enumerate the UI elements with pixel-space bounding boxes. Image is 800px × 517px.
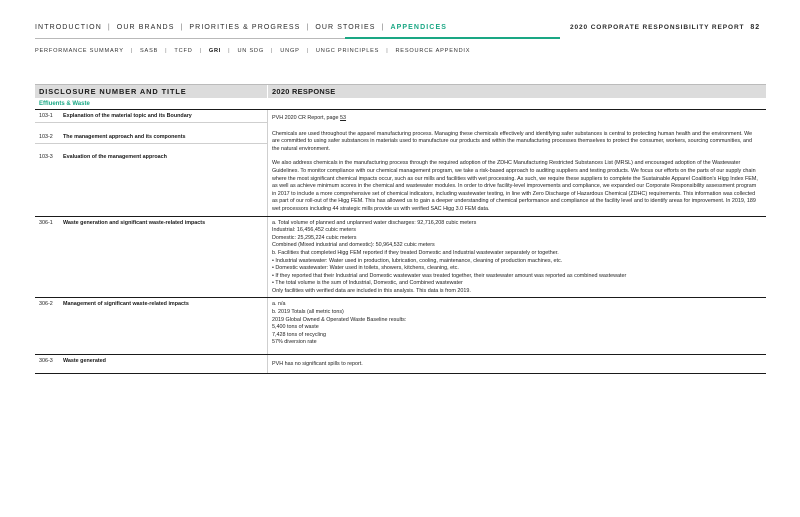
- disclosure-103-3: 103-3 Evaluation of the management approach: [39, 154, 167, 160]
- subnav-performance-summary[interactable]: PERFORMANCE SUMMARY: [35, 48, 124, 54]
- subnav-un-sdg[interactable]: UN SDG: [237, 48, 264, 54]
- response-306-2: a. n/a b. 2019 Totals (all metric tons) 2019 Global Owned & Operated Waste Baseline results: 5,400 tons of waste 7,428 tons of recycling 57% diversion rate: [272, 301, 407, 346]
- gri-disclosure-table: [35, 84, 766, 374]
- subnav-resource-appendix[interactable]: RESOURCE APPENDIX: [395, 48, 471, 54]
- response-paragraph-2: We also address chemicals in the manufacturing process through the required adoption of the ZDHC Manufacturing Restricted Substances List (MRSL) and encouraged adoption of the Wastewater Guidelines. To monitor compliance with our chemical management program, we take a risk-based approach to auditing suppliers and testing products. We focus our efforts on the parts of our supply chain where the most significant chemical impacts occur, such as our mills and facilities with wet processing. As such, we require these suppliers to complete the Sustainable Apparel Coalition's Higg Index FEM, as well as achieve minimum scores in the chemical and wastewater modules. In order to drive facility-level improvements and compliance, we expanded our Corporate Responsibility assessment program in 2017 to include a more comprehensive set of chemical indicators, including wastewater testing, in line with Zero Discharge of Hazardous Chemical (ZDHC) requirements. This information was collected as part of our roll-out of the Higg FEM. This has allowed us to gain a deeper understanding of chemical performance and compliance at the facility level and to identify areas for improvement. In 2019, 189 wet processors including 44 strategic mills provide us with verified SAC Higg 3.0 FEM data.: [272, 160, 758, 212]
- response-management-approach: PVH 2020 CR Report, page 53 Chemicals are used throughout the apparel manufacturing process. Managing these chemicals effectively and identifying safer substances is central to protecting human health and the environment. We are committed to using safer substances in materials used to manufacture our products and within the manufacturing processes themselves to protect the consumer, workers, sourcing communities, and the natural environment. We also address chemicals in the manufacturing process through the required adoption of the ZDHC Manufacturing Restricted Substances List (MRSL) and encouraged adoption of the Wastewater Guidelines. To monitor compliance with our chemical management program, we take a risk-based approach to auditing suppliers and testing products. We focus our efforts on the parts of our supply chain where the most significant chemical impacts occur, such as our mills and facilities with wet processing. As such, we require these suppliers to complete the Sustainable Apparel Coalition's Higg Index FEM, as well as achieve minimum scores in the chemical and wastewater modules. In order to drive facility-level improvements and compliance, we expanded our Corporate Responsibility assessment program in 2017 to include a more comprehensive set of chemical indicators, including wastewater testing, in line with Zero Discharge of Hazardous Chemical (ZDHC) requirements. This information was collected as part of our roll-out of the Higg FEM. This has allowed us to gain a deeper understanding of chemical performance and compliance at the facility level and to identify areas for improvement. In 2019, 189 wet processors including 44 strategic mills provide us with verified SAC Higg 3.0 FEM data.: [268, 110, 766, 216]
- subnav-gri[interactable]: GRI: [208, 48, 222, 54]
- nav-priorities-progress[interactable]: PRIORITIES & PROGRESS: [189, 24, 301, 31]
- nav-active-indicator: [345, 37, 560, 39]
- page-number: 82: [750, 24, 760, 31]
- subnav-ungp[interactable]: UNGP: [280, 48, 300, 54]
- disclosure-306-1: 306-1 Waste generation and significant waste-related impacts: [35, 217, 268, 298]
- table-row: [35, 110, 766, 217]
- nav-our-stories[interactable]: OUR STORIES: [315, 24, 376, 31]
- top-navigation: INTRODUCTION | OUR BRANDS | PRIORITIES & PROGRESS | OUR STORIES | APPENDICES: [35, 24, 447, 31]
- nav-introduction[interactable]: INTRODUCTION: [35, 24, 102, 31]
- table-row: [35, 298, 766, 355]
- response-paragraph-1: Chemicals are used throughout the apparel manufacturing process. Managing these chemicals effectively and identifying safer substances is central to protecting human health and the environment. We are committed to using safer substances in materials used to manufacture our products and within the manufacturing processes themselves to protect the consumer, workers, sourcing communities, and the natural environment.: [272, 130, 753, 152]
- response-306-1: a. Total volume of planned and unplanned water discharges: 92,716,208 cubic meters Industrial: 16,456,452 cubic meters Domestic: 25,295,224 cubic meters Combined (Mixed industrial and domestic): 50,964,532 cubic meters b. Facilities that completed Higg FEM reported if they treated Domestic and Industrial wastewater separately or together. • Industrial wastewater: Water used in production, lubrication, cooling, maintenance, cleaning of production machines, etc. • Domestic wastewater: Water used in toilets, showers, kitchens, cleaning, etc. • If they reported that their Industrial and Domestic wastewater was treated together, their wastewater amount was reported as combined wastewater • The total volume is the sum of Industrial, Domestic, and Combined wastewater Only facilities with verified data are included in this analysis. This data is from 2019.: [272, 219, 627, 294]
- disclosure-306-2: 306-2 Management of significant waste-related impacts: [35, 298, 268, 354]
- report-header: [570, 24, 760, 31]
- disclosure-306-3: 306-3 Waste generated: [35, 355, 268, 373]
- column-header-response: 2020 RESPONSE: [272, 87, 336, 96]
- report-title: 2020 CORPORATE RESPONSIBILITY REPORT: [569, 24, 745, 31]
- subnav-tcfd[interactable]: TCFD: [174, 48, 193, 54]
- table-row: [35, 355, 766, 374]
- column-header-disclosure: DISCLOSURE NUMBER AND TITLE: [35, 85, 268, 98]
- response-306-3: PVH has no significant spills to report.: [272, 361, 363, 368]
- disclosure-group: [35, 110, 268, 216]
- sub-navigation: PERFORMANCE SUMMARY | SASB | TCFD | GRI | UN SDG | UNGP | UNGC PRINCIPLES | RESOURCE APPENDIX: [35, 48, 471, 54]
- table-header: [35, 84, 766, 98]
- section-title: Effluents & Waste: [35, 98, 766, 110]
- table-row: [35, 217, 766, 299]
- subnav-sasb[interactable]: SASB: [140, 48, 159, 54]
- subnav-ungc-principles[interactable]: UNGC PRINCIPLES: [315, 48, 380, 54]
- nav-our-brands[interactable]: OUR BRANDS: [116, 24, 175, 31]
- disclosure-103-2: 103-2 The management approach and its components: [35, 123, 267, 144]
- page-link[interactable]: 53: [340, 115, 347, 121]
- nav-appendices[interactable]: APPENDICES: [390, 24, 447, 31]
- disclosure-103-1: 103-1 Explanation of the material topic and its Boundary: [35, 110, 267, 123]
